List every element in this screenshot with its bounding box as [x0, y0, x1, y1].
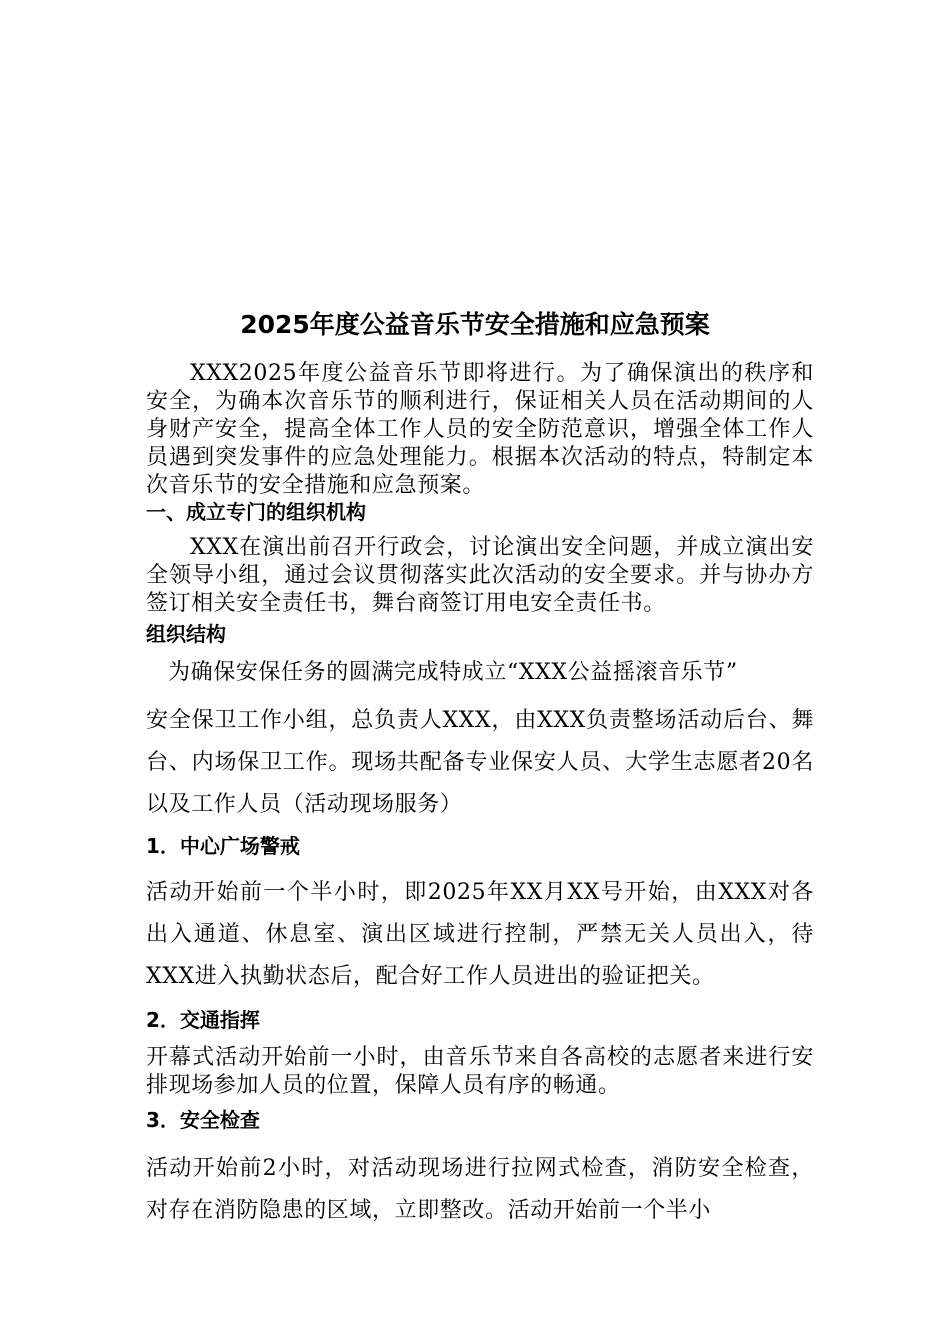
- subheading-structure: 组织结构: [146, 622, 226, 646]
- item-heading-safety-check: 3．安全检查: [146, 1108, 260, 1132]
- item-heading-central-square: 1．中心广场警戒: [146, 834, 300, 858]
- section-heading-organization: 一、成立专门的组织机构: [146, 500, 366, 524]
- item-central-square-paragraph: 活动开始前一个半小时，即2025年XX月XX号开始，由XXX对各出入通道、休息室、演出区域进行控制，严禁无关人员出入，待XXX进入执勤状态后，配合好工作人员进出的验证把关。: [146, 880, 814, 989]
- structure-paragraph: 安全保卫工作小组，总负责人XXX，由XXX负责整场活动后台、舞台、内场保卫工作。现场共配备专业保安人员、大学生志愿者20名以及工作人员（活动现场服务）: [146, 708, 814, 817]
- item-traffic-paragraph: 开幕式活动开始前一小时，由音乐节来自各高校的志愿者来进行安排现场参加人员的位置，保障人员有序的畅通。: [146, 1045, 814, 1098]
- section-organization-paragraph: XXX在演出前召开行政会，讨论演出安全问题，并成立演出安全领导小组，通过会议贯彻落实此次活动的安全要求。并与协办方签订相关安全责任书，舞台商签订用电安全责任书。: [146, 535, 814, 616]
- item-safety-check-paragraph: 活动开始前2小时，对活动现场进行拉网式检查，消防安全检查，对存在消防隐患的区域，立即整改。活动开始前一个半小: [146, 1156, 814, 1223]
- structure-first-line: 为确保安保任务的圆满完成特成立“XXX公益摇滚音乐节”: [168, 660, 738, 685]
- item-heading-traffic: 2．交通指挥: [146, 1008, 260, 1032]
- document-title: 2025年度公益音乐节安全措施和应急预案: [240, 310, 710, 339]
- intro-paragraph: XXX2025年度公益音乐节即将进行。为了确保演出的秩序和安全，为确本次音乐节的顺利进行，保证相关人员在活动期间的人身财产安全，提高全体工作人员的安全防范意识，增强全体工作人员遇到突发事件的应急处理能力。根据本次活动的特点，特制定本次音乐节的安全措施和应急预案。: [146, 361, 814, 498]
